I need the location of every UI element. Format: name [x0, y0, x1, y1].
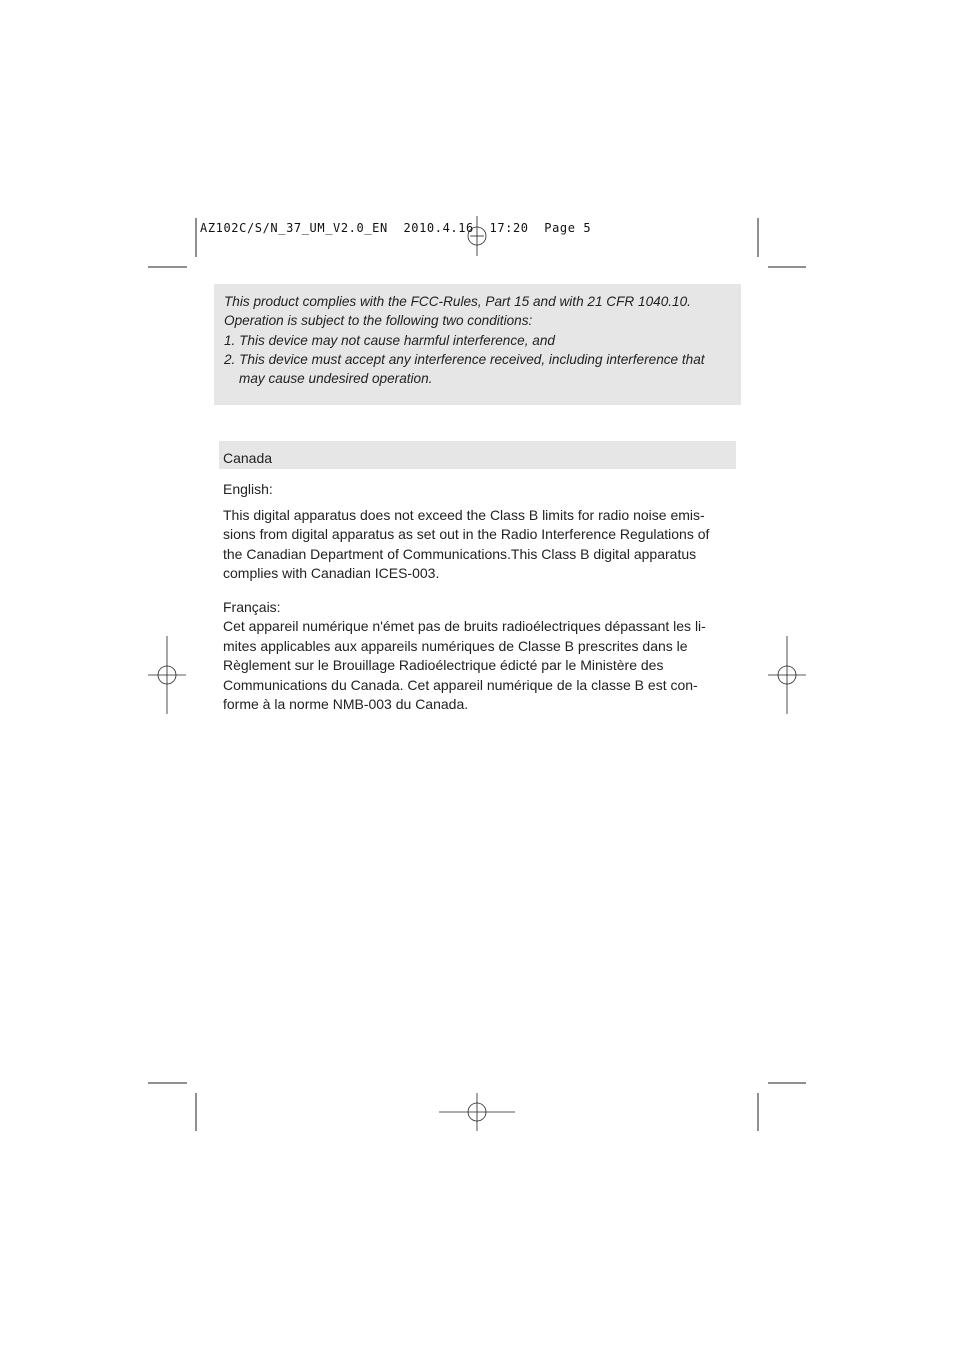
section-heading-canada: Canada	[219, 441, 736, 469]
english-paragraph: This digital apparatus does not exceed the Class B limits for radio noise emis-sions from digital apparatus as set out in the Radio Interference Regulations of the Canadian Department of Communications.This Class B digital apparatus complies with Canadian ICES-003.	[223, 506, 710, 581]
french-label: Français:	[223, 598, 281, 615]
fcc-notice-box	[214, 284, 741, 405]
english-label: English:	[223, 481, 273, 497]
fcc-condition-1: 1. This device may not cause harmful interference, and	[224, 332, 555, 348]
canada-content	[223, 480, 723, 715]
fcc-condition-2: 2. This device must accept any interference received, including interference that may cause undesired operation.	[224, 351, 705, 387]
fcc-line-compliance: This product complies with the FCC-Rules, Part 15 and with 21 CFR 1040.10.	[224, 294, 691, 309]
french-paragraph: Cet appareil numérique n'émet pas de bruits radioélectriques dépassant les li-mites applicables aux appareils numériques de Classe B prescrites dans le Règlement sur le Brouillage Radioélectrique édicté par le Ministère des Communications du Canada. Cet appareil numérique de la classe B est con-forme à la norme NMB-003 du Canada.	[223, 618, 706, 712]
print-slug-line: AZ102C/S/N_37_UM_V2.0_EN 2010.4.16 17:20 Page 5	[200, 221, 592, 235]
fcc-line-conditions: Operation is subject to the following two conditions:	[224, 313, 533, 329]
